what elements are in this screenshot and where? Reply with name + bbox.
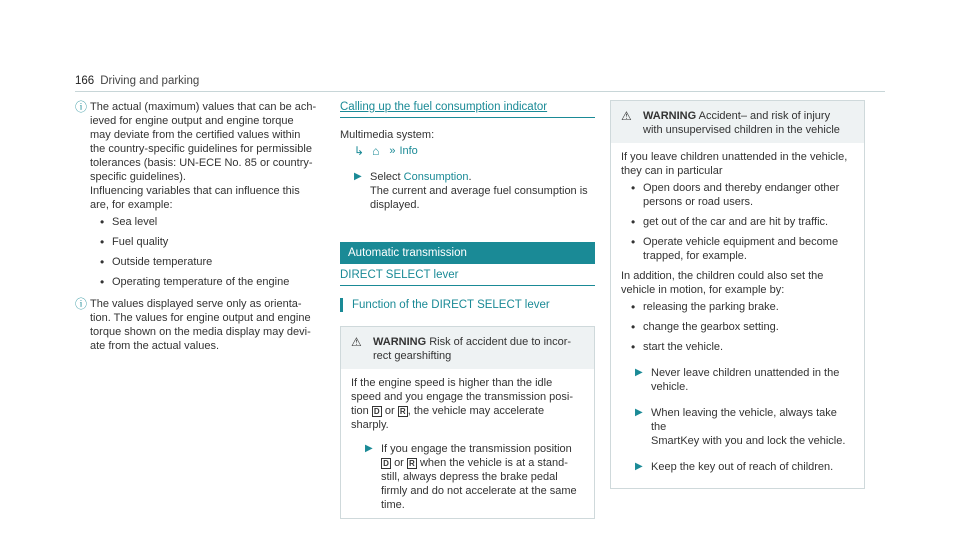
list-item: • Outside temperature [90, 255, 325, 269]
text-line: torque shown on the media display may devi- [90, 326, 311, 338]
text-line: The actual (maximum) values that can be ach- [90, 101, 317, 113]
warning-word: WARNING [643, 110, 697, 122]
text-line: The values displayed serve only as orienta- [90, 298, 302, 310]
warning-step: ▶ Never leave children unattended in the vehicle. [635, 367, 840, 393]
text-line: If you leave children unattended in the vehicle, [621, 151, 848, 163]
list-item: • get out of the car and are hit by traffic. [621, 215, 854, 229]
text-line: they can in particular [621, 165, 723, 177]
info-icon: ⓘ [75, 100, 88, 114]
text-line: still, always depress the brake pedal [381, 471, 558, 483]
text-line: Influencing variables that can influence this [90, 185, 300, 197]
key-d-icon: D [381, 458, 391, 469]
step-arrow-icon: ▶ [354, 171, 362, 182]
warning-title: Accident– and risk of injury [698, 110, 831, 122]
step-arrow-icon: ▶ [635, 367, 643, 378]
note-engine-values [75, 100, 325, 295]
key-r-icon: R [398, 406, 408, 417]
warning-title: with unsupervised children in the vehicle [643, 124, 840, 136]
step-arrow-icon: ▶ [365, 443, 373, 454]
text-span: or [394, 457, 404, 469]
warning-box-children [610, 100, 865, 489]
danger-list [621, 181, 854, 263]
consumption-link[interactable]: Consumption [403, 171, 469, 183]
section-heading-fuel: Calling up the fuel consumption indicator [340, 100, 595, 118]
column-middle [340, 100, 595, 519]
warning-step: ▶ When leaving the vehicle, always take the SmartKey with you and lock the vehicle. [635, 407, 846, 447]
key-d-icon: D [372, 406, 382, 417]
text-line: the country-specific guidelines for permissible [90, 143, 312, 155]
warning-body [341, 369, 594, 518]
text-line: If you engage the transmission position [381, 443, 572, 455]
list-item: • change the gearbox setting. [621, 320, 854, 334]
text-line: specific guidelines). [90, 171, 186, 183]
text-span: , the vehicle may accelerate [407, 405, 545, 417]
text-line: In addition, the children could also set the [621, 270, 824, 282]
chevron-right-icon: » [389, 145, 396, 157]
page-header [75, 74, 885, 92]
text-span: or [384, 405, 395, 417]
warning-header [341, 327, 594, 369]
influence-list [90, 215, 325, 289]
sub-heading: DIRECT SELECT lever [340, 268, 595, 286]
warning-title: rect gearshifting [373, 350, 452, 362]
text-line: If the engine speed is higher than the idle [351, 377, 553, 389]
text-line: speed and you engage the transmission posi- [351, 391, 573, 403]
nav-path [354, 144, 595, 158]
warning-title: Risk of accident due to incor- [429, 336, 572, 348]
info-icon: ⓘ [75, 297, 88, 311]
text-line: are, for example: [90, 199, 173, 211]
text-line: time. [381, 499, 405, 511]
warning-word: WARNING [373, 336, 427, 348]
bar-heading [340, 298, 595, 312]
list-item: • Open doors and thereby endanger other persons or road users. [621, 181, 854, 209]
step-arrow-icon: ▶ [635, 407, 643, 418]
list-item: • start the vehicle. [621, 340, 854, 354]
note-display-values [75, 297, 325, 353]
column-right [610, 100, 865, 489]
text-line: tion. The values for engine output and engine [90, 312, 311, 324]
text-span: when the vehicle is at a stand- [419, 457, 568, 469]
step-arrow-icon: ▶ [635, 461, 643, 472]
key-r-icon: R [407, 458, 417, 469]
motion-list [621, 300, 854, 354]
warning-triangle-icon: ⚠ [351, 335, 362, 349]
step-select-consumption [354, 170, 595, 212]
text-line: vehicle in motion, for example by: [621, 284, 785, 296]
page-title: Driving and parking [100, 75, 200, 87]
list-item: • Operate vehicle equipment and become trapped, for example. [621, 235, 854, 263]
heading-bar [340, 298, 343, 312]
list-item: • Sea level [90, 215, 325, 229]
text-span: tion [351, 405, 369, 417]
page-number: 166 [75, 75, 95, 87]
text-line: tolerances (basis: UN-ECE No. 85 or country- [90, 157, 313, 169]
text-line: ieved for engine output and engine torque [90, 115, 294, 127]
warning-step: ▶ Keep the key out of reach of children. [635, 461, 834, 473]
warning-step [365, 442, 584, 512]
home-icon[interactable]: ⌂ [372, 144, 380, 158]
bar-heading-text: Function of the DIRECT SELECT lever [352, 299, 550, 311]
list-item: • releasing the parking brake. [621, 300, 854, 314]
text-line: sharply. [351, 419, 389, 431]
column-left [75, 100, 325, 355]
nav-info-link[interactable]: Info [399, 145, 418, 157]
multimedia-label: Multimedia system: [340, 129, 435, 141]
section-banner: Automatic transmission [340, 242, 595, 264]
warning-header [611, 101, 864, 143]
text-line: firmly and do not accelerate at the same [381, 485, 577, 497]
list-item: • Operating temperature of the engine [90, 275, 325, 289]
text-line: may deviate from the certified values within [90, 129, 301, 141]
list-item: • Fuel quality [90, 235, 325, 249]
warning-body [611, 143, 864, 488]
step-text: Select [370, 171, 401, 183]
arrow-icon: ↳ [354, 144, 365, 158]
text-line: The current and average fuel consumption is [370, 185, 588, 197]
text-line: displayed. [370, 199, 420, 211]
warning-box-gearshift [340, 326, 595, 519]
step-text: . [468, 171, 472, 183]
text-line: ate from the actual values. [90, 340, 220, 352]
warning-triangle-icon: ⚠ [621, 109, 632, 123]
